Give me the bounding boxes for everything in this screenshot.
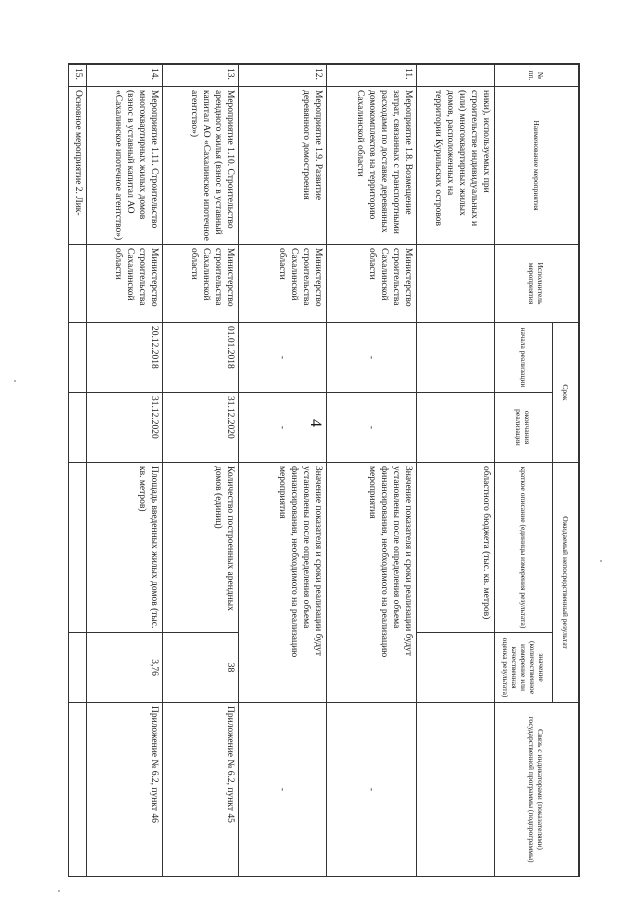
scan-speck: [600, 560, 602, 562]
cell-link: -: [239, 703, 327, 877]
header-expected-value: значение (количественное измерение или качественная оценка результата): [495, 633, 553, 703]
header-expected: Ожидаемый непосредственный результат: [553, 463, 579, 703]
cell-end: [69, 393, 87, 463]
rotated-table-container: [69, 64, 579, 876]
cell-desc: областного бюджета (тыс. кв. метров): [417, 463, 495, 633]
cell-no: 13.: [163, 65, 239, 87]
cell-executor: Министерство строительства Сахалинской области: [327, 245, 417, 323]
cell-link: Приложение № 6.2, пункт 45: [163, 703, 239, 877]
cell-start: -: [327, 323, 417, 393]
cell-name: Мероприятие 1.9. Развитие деревянного домостроения: [239, 87, 327, 245]
document-sheet: [68, 63, 580, 877]
cell-start: -: [239, 323, 327, 393]
cell-value: [69, 633, 87, 703]
table-row: [417, 65, 495, 877]
cell-desc: [69, 463, 87, 633]
cell-no: 11.: [327, 65, 417, 87]
cell-value: 3,76: [87, 633, 163, 703]
cell-start: 20.12.2018: [87, 323, 163, 393]
cell-link: [69, 703, 87, 877]
cell-link: [417, 703, 495, 877]
cell-no: 12.: [239, 65, 327, 87]
cell-desc: Количество построенных арендных домов (единиц): [163, 463, 239, 633]
cell-name: ники), используемых при строительстве индивидуальных и (или) многоквартирных жилых домов, расположенных на территории Курильских островов: [417, 87, 495, 245]
cell-end: -: [239, 393, 327, 463]
page-number: 4: [307, 419, 324, 427]
header-executor: Исполнитель мероприятия: [495, 245, 579, 323]
cell-executor: Министерство строительства Сахалинской области: [163, 245, 239, 323]
cell-no: 14.: [87, 65, 163, 87]
cell-end: 31.12.2020: [163, 393, 239, 463]
cell-name: Мероприятие 1.11. Строительство многоквартирных жилых домов (взнос в уставный капитал АО «Сахалинское ипотечное агентство»): [87, 87, 163, 245]
cell-link: Приложение № 6.2, пункт 46: [87, 703, 163, 877]
cell-start: [417, 323, 495, 393]
cell-executor: [69, 245, 87, 323]
cell-executor: Министерство строительства Сахалинской области: [87, 245, 163, 323]
cell-name: Основное мероприятие 2. Лик-: [69, 87, 87, 245]
cell-desc: Площадь введенных жилых домов (тыс. кв. метров): [87, 463, 163, 633]
cell-value: 38: [163, 633, 239, 703]
cell-value: [417, 633, 495, 703]
header-no: № пп.: [495, 65, 579, 87]
table-row: [239, 65, 327, 877]
cell-start: [69, 323, 87, 393]
cell-link: -: [327, 703, 417, 877]
table-row: [87, 65, 163, 877]
cell-no: 15.: [69, 65, 87, 87]
scan-speck: [58, 890, 60, 892]
header-name: Наименование мероприятия: [495, 87, 579, 245]
scan-speck: [14, 380, 16, 382]
activities-table: [68, 64, 579, 877]
header-term-start: начала реализации: [495, 323, 553, 393]
cell-desc: Значение показателя и сроки реализации будут установлены после определения объема финансирования, необходимого на реализацию мероприятия: [239, 463, 327, 703]
cell-no: [417, 65, 495, 87]
cell-end: 31.12.2020: [87, 393, 163, 463]
header-link: Связь с индикаторами (показателями) государственной программы (подпрограммы): [495, 703, 579, 877]
table-row: [69, 65, 87, 877]
cell-name: Мероприятие 1.10. Строительство арендного жилья (взнос в уставный капитал АО «Сахалинское ипотечное агентство»): [163, 87, 239, 245]
cell-end: [417, 393, 495, 463]
table-row: [163, 65, 239, 877]
header-term: Срок: [553, 323, 579, 463]
header-row-1: [553, 65, 579, 877]
cell-end: -: [327, 393, 417, 463]
cell-start: 01.01.2018: [163, 323, 239, 393]
cell-name: Мероприятие 1.8. Возмещение затрат, связанных с транспортными расходами по доставке деревянных домокомплектов на территорию Сахалинской области: [327, 87, 417, 245]
header-term-end: окончания реализации: [495, 393, 553, 463]
cell-desc: Значение показателя и сроки реализации будут установлены после определения объема финансирования, необходимого на реализацию мероприятия: [327, 463, 417, 703]
header-expected-desc: краткое описание (единицы измерения результата): [495, 463, 553, 633]
cell-executor: [417, 245, 495, 323]
table-row: [327, 65, 417, 877]
cell-executor: Министерство строительства Сахалинской области: [239, 245, 327, 323]
